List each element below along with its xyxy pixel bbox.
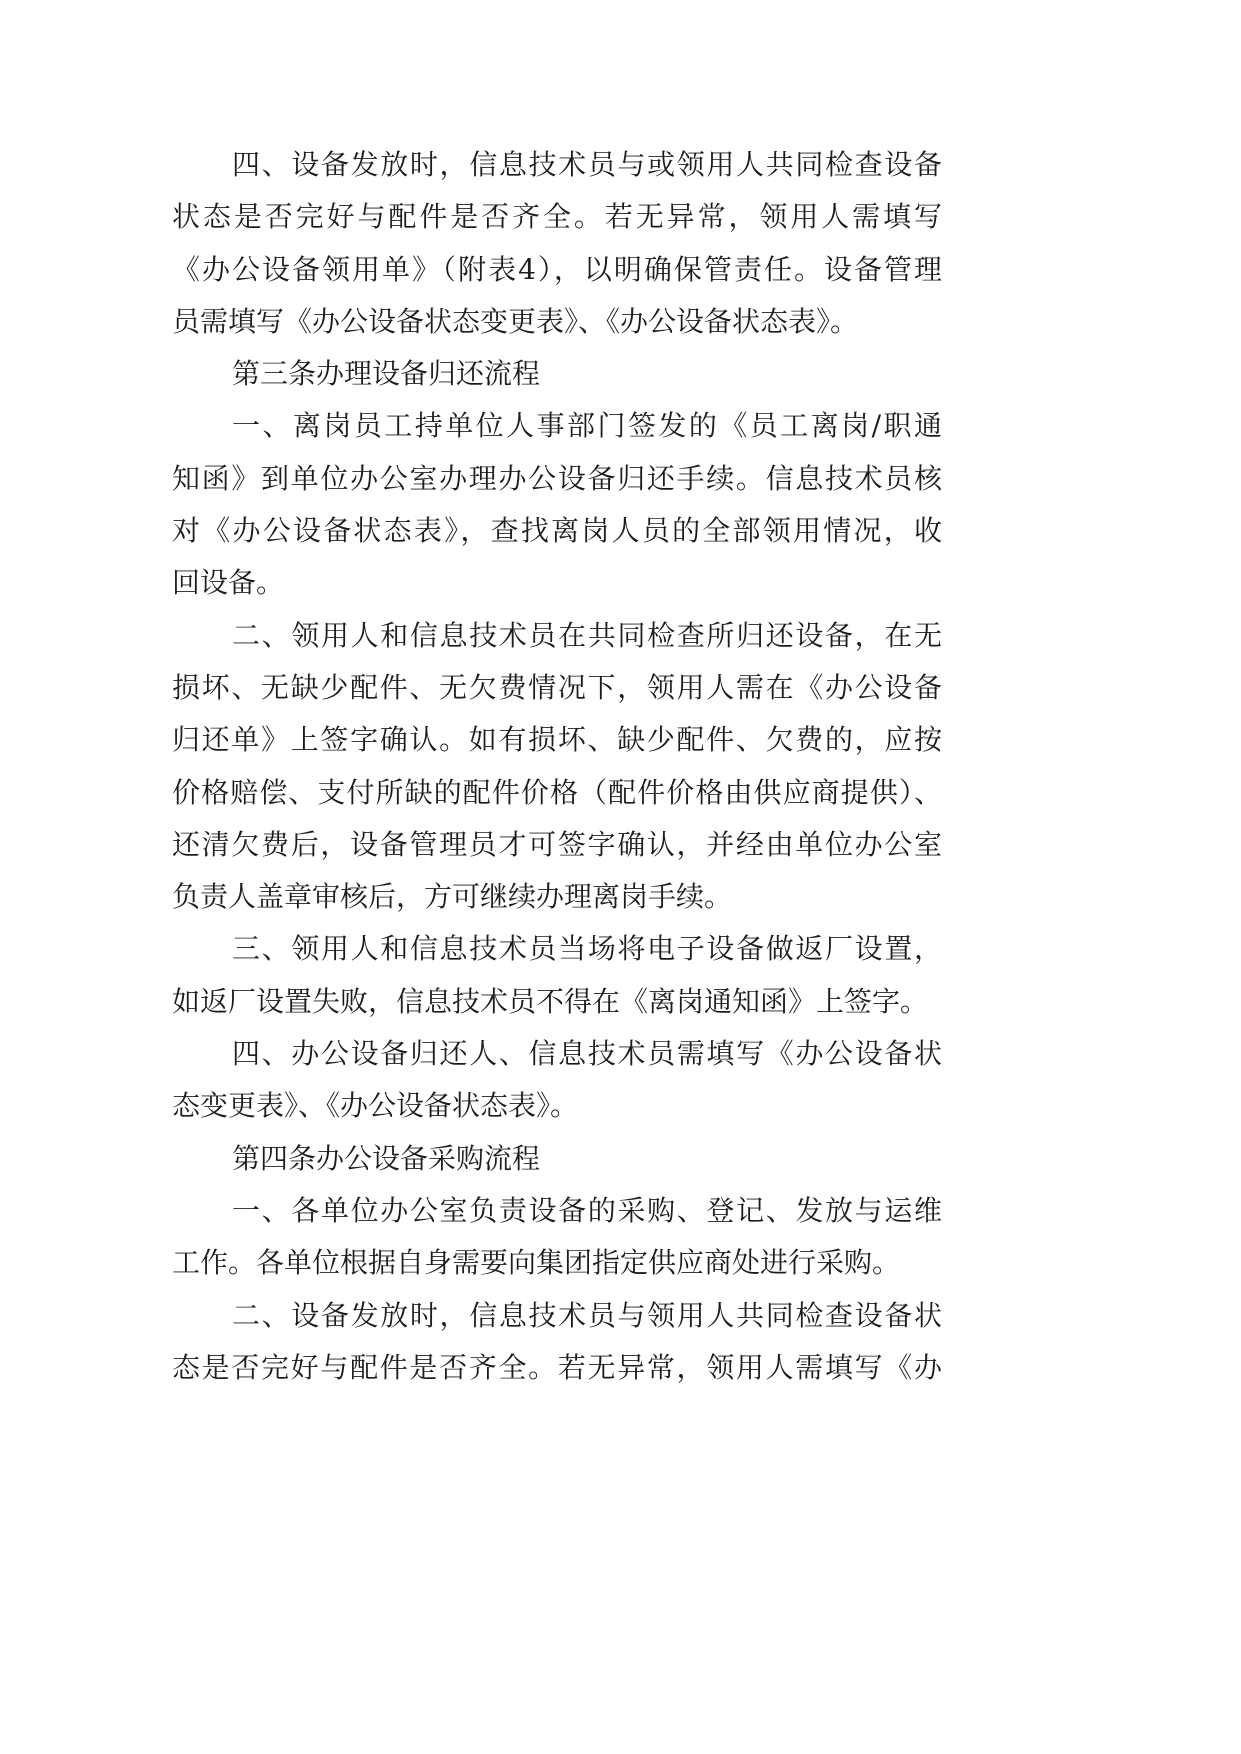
paragraph	[172, 1185, 942, 1290]
text-line: 回设备。	[172, 566, 285, 600]
text-line: 一、离岗员工持单位人事部门签发的《员工离岗/职通	[232, 409, 942, 443]
text-line: 损坏、无缺少配件、无欠费情况下，领用人需在《办公设备	[172, 670, 942, 704]
text-line: 价格赔偿、支付所缺的配件价格（配件价格由供应商提供）、	[172, 775, 942, 809]
text-line: 知函》到单位办公室办理办公设备归还手续。信息技术员核	[172, 461, 942, 495]
paragraph	[172, 139, 942, 348]
text-line: 二、领用人和信息技术员在共同检查所归还设备，在无	[232, 618, 942, 652]
text-line: 状态是否完好与配件是否齐全。若无异常，领用人需填写	[172, 200, 942, 234]
section-heading	[172, 348, 942, 400]
paragraph	[172, 610, 942, 924]
text-line: 四、设备发放时，信息技术员与或领用人共同检查设备	[232, 148, 942, 181]
text-line: 工作。各单位根据自身需要向集团指定供应商处进行采购。	[172, 1246, 901, 1280]
document-body	[172, 139, 942, 1394]
text-line: 二、设备发放时，信息技术员与领用人共同检查设备状	[232, 1298, 942, 1332]
paragraph	[172, 400, 942, 609]
text-line: 三、领用人和信息技术员当场将电子设备做返厂设置，	[232, 932, 942, 966]
paragraph	[172, 1290, 942, 1395]
text-line: 员需填写《办公设备状态变更表》、《办公设备状态表》。	[172, 304, 859, 338]
paragraph	[172, 1028, 942, 1133]
text-line: 还清欠费后，设备管理员才可签字确认，并经由单位办公室	[172, 827, 942, 861]
text-line: 态变更表》、《办公设备状态表》。	[172, 1089, 579, 1123]
section-heading	[172, 1133, 942, 1185]
text-line: 负责人盖章审核后，方可继续办理离岗手续。	[172, 880, 733, 914]
text-line: 归还单》上签字确认。如有损坏、缺少配件、欠费的，应按	[172, 723, 942, 757]
text-line: 《办公设备领用单》（附表4），以明确保管责任。设备管理	[172, 252, 942, 286]
section-heading-text: 第四条办公设备采购流程	[232, 1141, 541, 1175]
text-line: 四、办公设备归还人、信息技术员需填写《办公设备状	[232, 1037, 942, 1071]
section-heading-text: 第三条办理设备归还流程	[232, 357, 541, 391]
text-line: 对《办公设备状态表》，查找离岗人员的全部领用情况，收	[172, 514, 942, 548]
text-line: 一、各单位办公室负责设备的采购、登记、发放与运维	[232, 1193, 942, 1227]
paragraph	[172, 923, 942, 1028]
text-line: 态是否完好与配件是否齐全。若无异常，领用人需填写《办	[172, 1350, 942, 1384]
text-line: 如返厂设置失败，信息技术员不得在《离岗通知函》上签字。	[172, 984, 929, 1018]
